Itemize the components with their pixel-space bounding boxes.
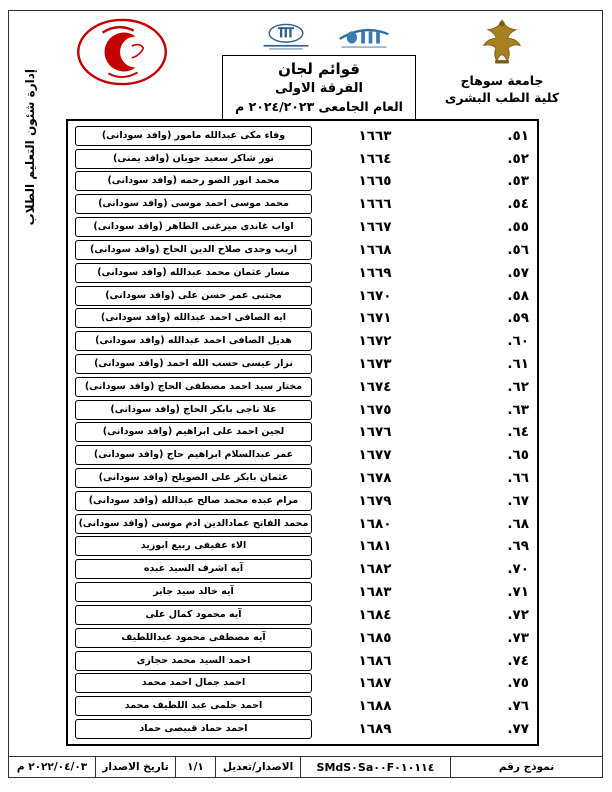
student-id: ١٦٧٥ [358,401,392,418]
roster-table [66,119,539,746]
row-number: ٧٠. [507,561,529,578]
student-id: ١٦٨٩ [358,720,392,737]
table-row [68,217,537,237]
row-number: ٦١. [507,355,529,372]
student-id: ١٦٧٢ [358,333,392,350]
department-side-label: إدارة شئون التعليم الطلاب [23,69,37,226]
table-row [68,126,537,146]
table-row [68,400,537,420]
student-id: ١٦٧٠ [358,287,392,304]
revision-value: ١/١ [175,757,215,777]
row-number: ٥٩. [507,310,529,327]
student-name: احمد السيد محمد حجازى [75,651,312,671]
student-id: ١٦٧٨ [358,470,392,486]
student-name: محمد موسى احمد موسى (وافد سودانى) [75,194,312,214]
table-row [68,354,537,374]
row-number: ٧٣. [507,629,529,646]
student-name: ايه الصافى احمد عبدالله (وافد سودانى) [75,308,312,328]
student-name: اواب غاندى ميرغنى الطاهر (وافد سودانى) [75,217,312,237]
student-id: ١٦٦٨ [358,241,392,258]
row-number: ٥٨. [507,287,529,304]
row-number: ٧٧. [507,720,529,737]
row-number: ٥٧. [507,264,529,281]
student-name: آيه خالد سيد جابر [75,582,312,602]
table-row [68,559,537,579]
table-row [68,171,537,191]
student-name: علا ناجى بابكر الحاج (وافد سودانى) [75,400,312,420]
revision-label: الاصدار/تعديل [215,757,300,777]
student-name: آيه اشرف السيد عبده [75,559,312,579]
row-number: ٦٨. [507,515,529,532]
row-number: ٧٢. [507,606,529,623]
student-id: ١٦٦٩ [358,264,392,281]
student-name: محمد انور الضو رحمه (وافد سودانى) [75,171,312,191]
academic-year: العام الجامعى ٢٠٢٤/٢٠٢٣ م [235,99,403,115]
form-number-value: SMdS٠Sa٠٠F٠١٠١١٤ [300,757,450,777]
student-id: ١٦٧٩ [358,492,392,509]
row-number: ٦٤. [507,424,529,441]
table-row [68,605,537,625]
university-name: جامعة سوهاج [460,73,544,88]
student-id: ١٦٨٠ [358,515,392,532]
university-header [430,15,574,107]
student-id: ١٦٨٧ [358,675,392,692]
student-name: مجتبى عمر حسن على (وافد سودانى) [75,286,312,306]
table-row [68,308,537,328]
student-name: لجين احمد على ابراهيم (وافد سودانى) [75,422,312,442]
page-title: قوائم لجان [278,60,360,78]
student-name: اريب وجدى صلاح الدين الحاج (وافد سودانى) [75,240,312,260]
accreditation-logos [245,23,405,51]
student-id: ١٦٨٨ [358,698,392,715]
table-row [68,468,537,488]
student-name: هديل الصافى احمد عبدالله (وافد سودانى) [75,331,312,351]
red-crescent-icon [75,17,169,87]
row-number: ٦٦. [507,470,529,486]
table-row [68,331,537,351]
page-border [8,10,603,778]
row-number: ٧١. [507,584,529,601]
table-row [68,719,537,739]
row-number: ٥٢. [507,150,529,167]
table-row [68,240,537,260]
student-id: ١٦٦٤ [358,150,392,167]
red-crescent-logo [75,17,169,87]
student-name: احمد حلمى عبد اللطيف محمد [75,696,312,716]
student-id: ١٦٨٣ [358,584,392,601]
issue-date-value: ٢٠٢٢/٠٤/٠٣ م [16,761,88,773]
university-eagle-icon [476,15,528,67]
row-number: ٥٦. [507,241,529,258]
faculty-name: كلية الطب البشرى [444,89,560,105]
student-id: ١٦٦٦ [358,196,392,213]
student-id: ١٦٧٧ [358,447,392,464]
student-id: ١٦٧٦ [358,424,392,441]
row-number: ٥٤. [507,196,529,213]
student-id: ١٦٨٥ [358,629,392,646]
student-name: محمد الفاتح عمادالدين ادم موسى (وافد سودانى) [75,514,312,534]
table-row [68,194,537,214]
student-name: احمد جمال احمد محمد [75,673,312,693]
row-number: ٧٤. [507,652,529,669]
table-row [68,422,537,442]
table-row [68,263,537,283]
student-name: نزار عيسى حسب الله احمد (وافد سودانى) [75,354,312,374]
student-name: نور شاكر سعيد جوبان (وافد يمنى) [75,149,312,169]
row-number: ٥١. [507,127,529,144]
table-row [68,377,537,397]
table-row [68,149,537,169]
student-id: ١٦٧٣ [358,355,392,372]
row-number: ٦٩. [507,538,529,555]
student-name: آيه محمود كمال على [75,605,312,625]
table-row [68,536,537,556]
table-row [68,651,537,671]
row-number: ٦٥. [507,447,529,464]
student-name: مسار عثمان محمد عبدالله (وافد سودانى) [75,263,312,283]
form-number-label: نموذج رقم [450,757,602,777]
student-name: عمر عبدالسلام ابراهيم حاج (وافد سودانى) [75,445,312,465]
student-name: وفاء مكى عبدالله مامور (وافد سودانى) [75,126,312,146]
student-name: الاء عفيفى ربيع ابوزيد [75,536,312,556]
student-name: احمد حماد قبيصى حماد [75,719,312,739]
student-name: مرام عبده محمد صالح عبدالله (وافد سودانى) [75,491,312,511]
page-subtitle-grade: الفرقة الاولى [275,81,363,96]
student-id: ١٦٧١ [358,310,392,327]
table-row [68,628,537,648]
row-number: ٦٢. [507,378,529,395]
table-row [68,673,537,693]
student-name: آيه مصطفى محمود عبداللطيف [75,628,312,648]
row-number: ٦٣. [507,401,529,418]
accreditation-logo-2-icon [334,23,394,51]
table-row [68,286,537,306]
row-number: ٧٥. [507,675,529,692]
table-row [68,696,537,716]
footer-form-strip [9,756,602,777]
student-id: ١٦٦٣ [358,127,392,144]
student-name: عثمان بابكر على الصويلح (وافد سودانى) [75,468,312,488]
student-id: ١٦٨٤ [358,606,392,623]
student-id: ١٦٦٧ [358,219,392,236]
row-number: ٥٥. [507,219,529,236]
student-id: ١٦٧٤ [358,378,392,395]
student-id: ١٦٨٦ [358,652,392,669]
row-number: ٧٦. [507,698,529,715]
student-id: ١٦٨١ [358,538,392,555]
student-id: ١٦٨٢ [358,561,392,578]
accreditation-logo-1-icon [256,23,316,51]
row-number: ٥٣. [507,173,529,190]
table-row [68,582,537,602]
issue-date-label: تاريخ الاصدار [95,757,175,777]
title-box [222,55,416,121]
table-row [68,491,537,511]
table-row [68,445,537,465]
row-number: ٦٧. [507,492,529,509]
student-name: مختار سيد احمد مصطفى الحاج (وافد سودانى) [75,377,312,397]
table-row [68,514,537,534]
row-number: ٦٠. [507,333,529,350]
student-id: ١٦٦٥ [358,173,392,190]
